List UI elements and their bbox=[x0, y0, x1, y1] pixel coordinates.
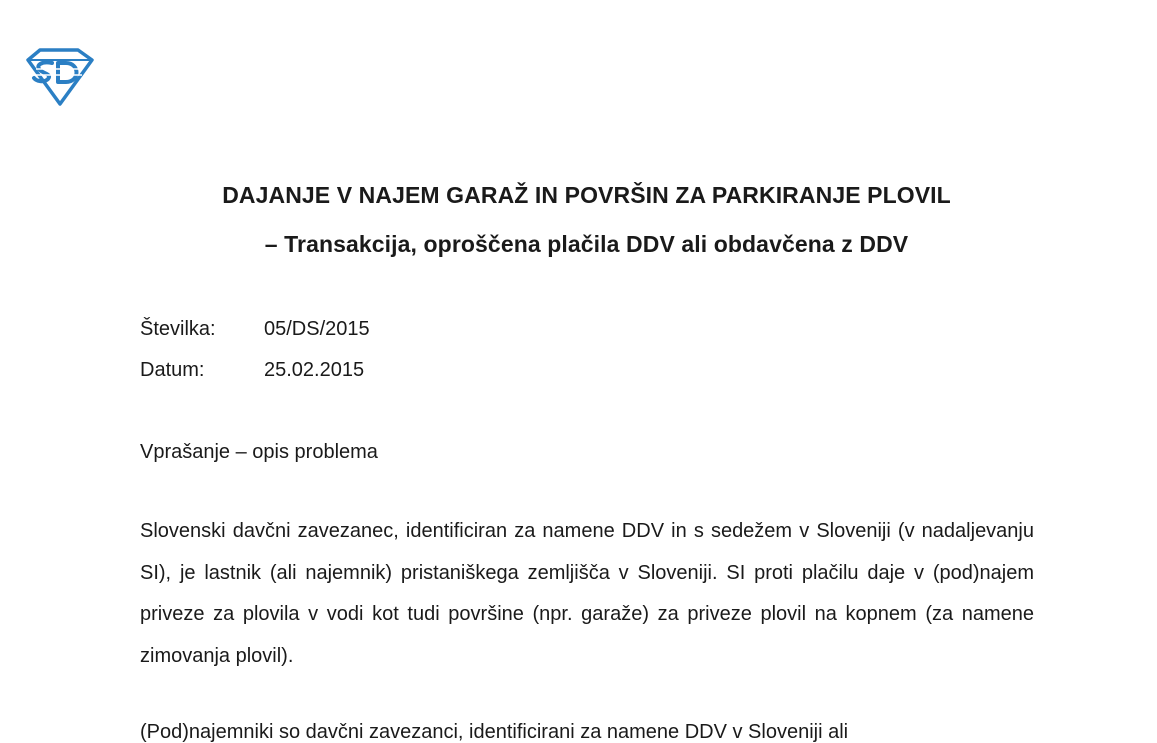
sd-diamond-logo bbox=[22, 48, 96, 106]
paragraph: (Pod)najemniki so davčni zavezanci, identificirani za namene DDV v Sloveniji ali bbox=[140, 721, 849, 743]
meta-number-row bbox=[140, 316, 370, 342]
paragraph: Slovenski davčni zavezanec, identificiran za namene DDV in s sedežem v Sloveniji (v nadaljevanju SI), je lastnik (ali najemnik) pristaniškega zemljišča v Sloveniji. SI proti plačilu daje v (pod)najem priveze za plovila v vodi kot tudi površine (npr. garaže) za priveze plovil na kopnem (za namene zimovanja plovil). bbox=[140, 520, 1034, 667]
date-value: 25.02.2015 bbox=[264, 359, 365, 381]
number-label: Številka: bbox=[140, 318, 216, 340]
section-heading: Vprašanje – opis problema bbox=[140, 441, 378, 463]
document-title-line1: DAJANJE V NAJEM GARAŽ IN POVRŠIN ZA PARKIRANJE PLOVIL bbox=[222, 182, 951, 208]
date-label: Datum: bbox=[140, 359, 205, 381]
number-value: 05/DS/2015 bbox=[264, 318, 370, 340]
meta-date-row bbox=[140, 357, 364, 383]
document-title-line2: – Transakcija, oproščena plačila DDV ali obdavčena z DDV bbox=[264, 231, 909, 257]
